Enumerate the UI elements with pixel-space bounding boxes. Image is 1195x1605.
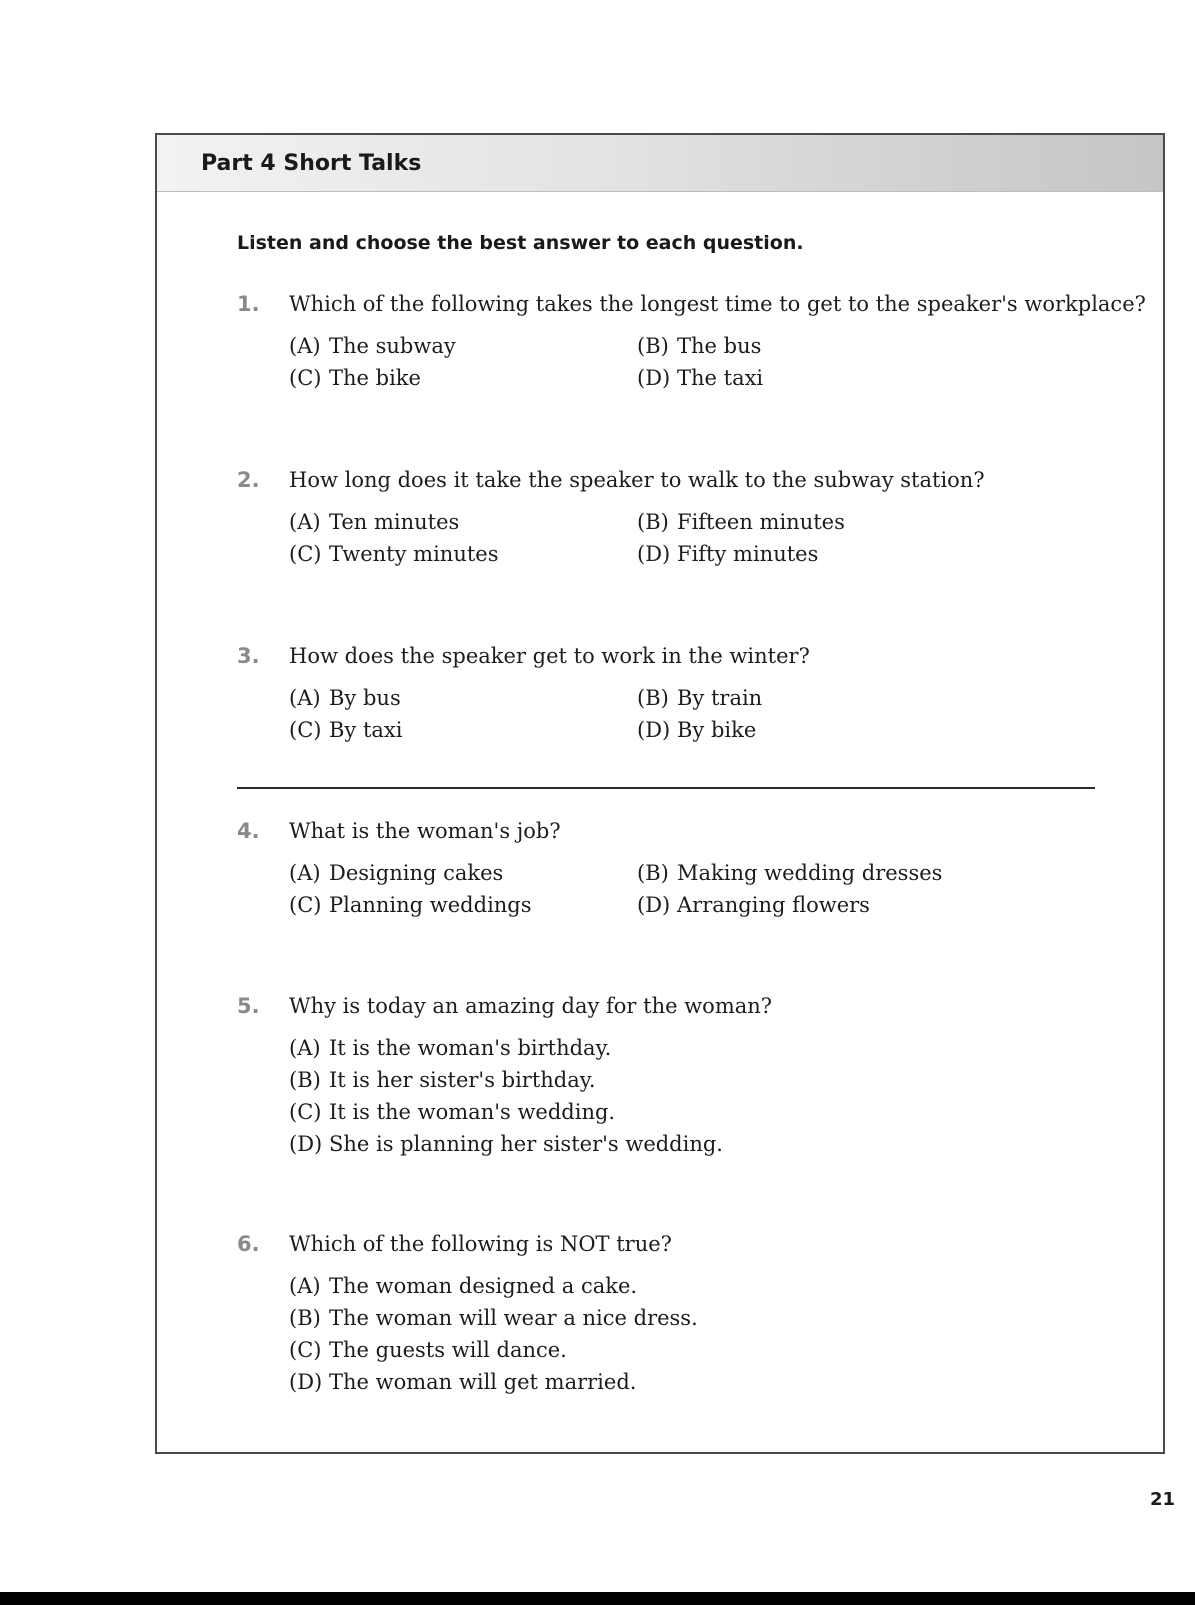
exercise-box xyxy=(155,133,1165,1454)
option-letter: (D) xyxy=(637,542,671,566)
option-text: The bike xyxy=(329,366,421,390)
option-text: Fifty minutes xyxy=(677,542,819,566)
option-letter: (A) xyxy=(289,1274,321,1298)
option-text: The taxi xyxy=(677,366,764,390)
option-d[interactable] xyxy=(289,1370,636,1394)
option-b[interactable] xyxy=(637,334,761,358)
option-letter: (D) xyxy=(289,1132,323,1156)
question-text: Which of the following is NOT true? xyxy=(289,1232,672,1256)
option-text: Fifteen minutes xyxy=(677,510,845,534)
option-text: She is planning her sister's wedding. xyxy=(329,1132,723,1156)
question-text: What is the woman's job? xyxy=(289,819,561,843)
part-header-banner xyxy=(157,135,1163,192)
option-letter: (D) xyxy=(637,366,671,390)
option-a[interactable] xyxy=(289,686,401,710)
option-letter: (A) xyxy=(289,686,321,710)
option-a[interactable] xyxy=(289,510,459,534)
option-text: The guests will dance. xyxy=(329,1338,567,1362)
question-number: 4. xyxy=(237,819,260,843)
option-letter: (C) xyxy=(289,718,322,742)
option-letter: (C) xyxy=(289,366,322,390)
question-text: How does the speaker get to work in the winter? xyxy=(289,644,810,668)
option-text: Designing cakes xyxy=(329,861,504,885)
option-b[interactable] xyxy=(289,1068,596,1092)
option-letter: (A) xyxy=(289,861,321,885)
option-letter: (B) xyxy=(289,1306,321,1330)
option-text: By train xyxy=(677,686,763,710)
option-text: The subway xyxy=(329,334,456,358)
scan-edge-bar xyxy=(0,1592,1195,1605)
option-text: It is the woman's birthday. xyxy=(329,1036,612,1060)
option-text: By bike xyxy=(677,718,757,742)
option-b[interactable] xyxy=(637,861,942,885)
option-a[interactable] xyxy=(289,334,456,358)
option-text: Making wedding dresses xyxy=(677,861,943,885)
question-number: 1. xyxy=(237,292,260,316)
part-title: Part 4 Short Talks xyxy=(201,151,422,176)
option-b[interactable] xyxy=(637,510,845,534)
option-text: Arranging flowers xyxy=(677,893,870,917)
option-text: The woman will get married. xyxy=(329,1370,637,1394)
option-text: The woman will wear a nice dress. xyxy=(329,1306,698,1330)
option-letter: (B) xyxy=(289,1068,321,1092)
option-letter: (B) xyxy=(637,686,669,710)
option-b[interactable] xyxy=(637,686,762,710)
option-b[interactable] xyxy=(289,1306,698,1330)
option-letter: (B) xyxy=(637,334,669,358)
option-a[interactable] xyxy=(289,861,503,885)
option-d[interactable] xyxy=(637,893,870,917)
page-number: 21 xyxy=(1150,1489,1176,1510)
option-c[interactable] xyxy=(289,893,532,917)
option-text: Twenty minutes xyxy=(329,542,499,566)
option-c[interactable] xyxy=(289,718,403,742)
option-text: The bus xyxy=(677,334,762,358)
option-c[interactable] xyxy=(289,1100,615,1124)
option-letter: (D) xyxy=(637,718,671,742)
option-text: Ten minutes xyxy=(329,510,460,534)
option-text: Planning weddings xyxy=(329,893,532,917)
option-text: By bus xyxy=(329,686,401,710)
option-d[interactable] xyxy=(289,1132,723,1156)
option-letter: (A) xyxy=(289,334,321,358)
option-text: By taxi xyxy=(329,718,403,742)
option-text: It is her sister's birthday. xyxy=(329,1068,596,1092)
option-a[interactable] xyxy=(289,1274,637,1298)
option-d[interactable] xyxy=(637,366,763,390)
option-c[interactable] xyxy=(289,1338,567,1362)
section-divider xyxy=(237,787,1095,789)
option-c[interactable] xyxy=(289,366,421,390)
option-d[interactable] xyxy=(637,718,756,742)
instructions: Listen and choose the best answer to each question. xyxy=(237,232,804,254)
option-text: The woman designed a cake. xyxy=(329,1274,638,1298)
option-letter: (C) xyxy=(289,1338,322,1362)
option-letter: (D) xyxy=(289,1370,323,1394)
question-number: 3. xyxy=(237,644,260,668)
option-letter: (B) xyxy=(637,861,669,885)
question-text: How long does it take the speaker to walk to the subway station? xyxy=(289,468,985,492)
question-number: 5. xyxy=(237,994,260,1018)
option-letter: (C) xyxy=(289,893,322,917)
option-a[interactable] xyxy=(289,1036,611,1060)
option-letter: (A) xyxy=(289,510,321,534)
question-text: Why is today an amazing day for the woman? xyxy=(289,994,773,1018)
question-text: Which of the following takes the longest time to get to the speaker's workplace? xyxy=(289,292,1146,316)
option-letter: (C) xyxy=(289,1100,322,1124)
option-text: It is the woman's wedding. xyxy=(329,1100,616,1124)
option-letter: (A) xyxy=(289,1036,321,1060)
question-number: 2. xyxy=(237,468,260,492)
question-number: 6. xyxy=(237,1232,260,1256)
option-letter: (D) xyxy=(637,893,671,917)
option-c[interactable] xyxy=(289,542,499,566)
option-letter: (C) xyxy=(289,542,322,566)
option-d[interactable] xyxy=(637,542,818,566)
option-letter: (B) xyxy=(637,510,669,534)
